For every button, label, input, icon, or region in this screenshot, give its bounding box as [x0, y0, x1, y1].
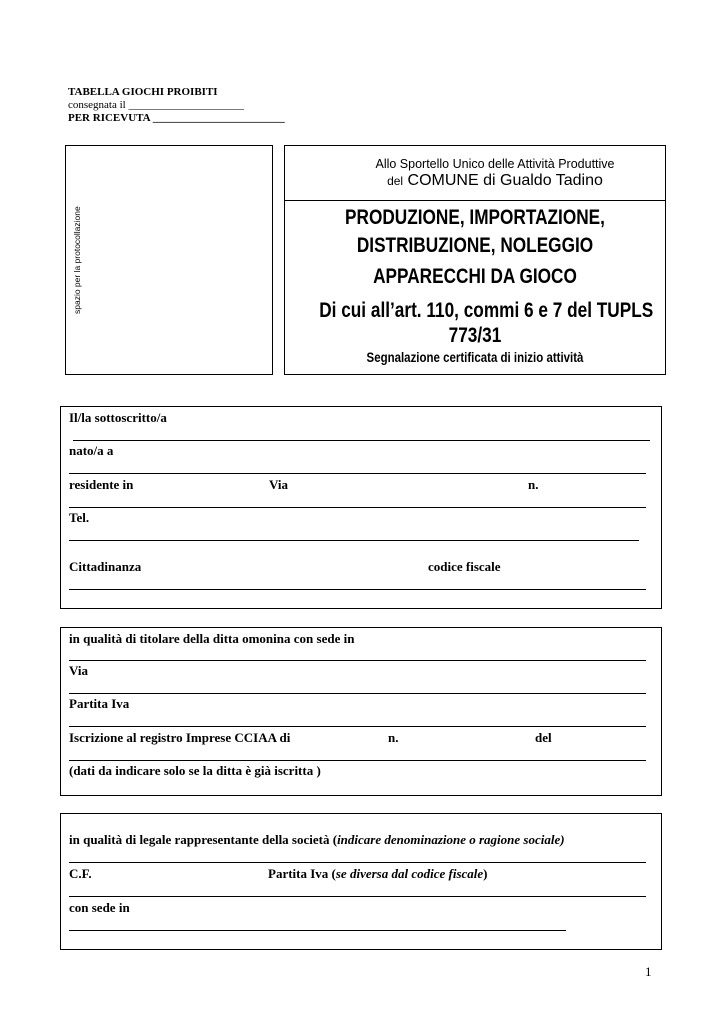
- field-cittadinanza[interactable]: [69, 589, 646, 590]
- field-sottoscritto[interactable]: [73, 440, 650, 441]
- label-titolare: in qualità di titolare della ditta omonina con sede in: [69, 631, 355, 646]
- label-partita-iva-italic: se diversa dal codice fiscale: [335, 866, 484, 881]
- title-line-4: Di cui all’art. 110, commi 6 e 7 del TUPLS: [319, 299, 654, 322]
- label-iscrizione: Iscrizione al registro Imprese CCIAA di: [69, 730, 291, 745]
- consegnata-field: consegnata il _____________________: [68, 99, 244, 111]
- field-partita-iva[interactable]: [69, 726, 646, 727]
- field-sede[interactable]: [69, 660, 646, 661]
- address-line-2: [285, 172, 665, 190]
- label-nato: nato/a a: [69, 443, 114, 458]
- title-line-3: APPARECCHI DA GIOCO: [373, 265, 577, 288]
- label-sottoscritto: Il/la sottoscritto/a: [69, 410, 167, 425]
- label-legale-italic: indicare denominazione o ragione sociale): [337, 832, 565, 847]
- field-cf[interactable]: [69, 896, 646, 897]
- label-partita-iva-text: Partita Iva (: [268, 866, 336, 881]
- label-partita-iva-close: ): [483, 866, 488, 881]
- address-box: [284, 145, 666, 200]
- label-cittadinanza: Cittadinanza: [69, 559, 142, 574]
- address-comune: COMUNE di Gualdo Tadino: [407, 172, 603, 189]
- label-partita-iva: Partita Iva: [69, 696, 130, 711]
- address-line-1: Allo Sportello Unico delle Attività Produttive: [375, 157, 615, 171]
- label-codice-fiscale: codice fiscale: [428, 559, 501, 574]
- label-numero: n.: [528, 477, 539, 492]
- header-title: TABELLA GIOCHI PROIBITI: [68, 86, 218, 98]
- label-residente: residente in: [69, 477, 134, 492]
- protocol-label: spazio per la protocollazione: [72, 206, 82, 314]
- field-iscrizione[interactable]: [69, 760, 646, 761]
- title-box: [284, 200, 666, 375]
- address-del: del: [387, 174, 404, 188]
- field-con-sede[interactable]: [69, 930, 566, 931]
- label-via: Via: [269, 477, 289, 492]
- protocol-box: [65, 145, 273, 375]
- ricevuta-field: PER RICEVUTA ________________________: [68, 112, 285, 124]
- field-tel[interactable]: [69, 540, 639, 541]
- section-personal-data: [60, 406, 662, 609]
- title-line-5: 773/31: [448, 324, 502, 347]
- label-via-ditta: Via: [69, 663, 89, 678]
- field-via-ditta[interactable]: [69, 693, 646, 694]
- title-line-2: DISTRIBUZIONE, NOLEGGIO: [356, 234, 594, 257]
- page-number: 1: [645, 964, 652, 979]
- field-nato[interactable]: [69, 473, 646, 474]
- label-legale-text: in qualità di legale rappresentante della società (: [69, 832, 338, 847]
- label-cf: C.F.: [69, 866, 92, 881]
- label-numero-iscrizione: n.: [388, 730, 399, 745]
- field-residenza[interactable]: [69, 507, 646, 508]
- section-titolare: [60, 627, 662, 796]
- label-partita-iva-societa: [268, 866, 488, 882]
- section-legale: [60, 813, 662, 950]
- label-data-iscrizione: del: [535, 730, 552, 745]
- title-line-1: PRODUZIONE, IMPORTAZIONE,: [345, 206, 605, 229]
- title-subtitle: Segnalazione certificata di inizio attività: [366, 349, 584, 365]
- label-con-sede: con sede in: [69, 900, 130, 915]
- label-legale: [69, 832, 565, 848]
- field-societa[interactable]: [69, 862, 646, 863]
- label-tel: Tel.: [69, 510, 90, 525]
- label-note-iscrizione: (dati da indicare solo se la ditta è già iscritta ): [69, 763, 321, 778]
